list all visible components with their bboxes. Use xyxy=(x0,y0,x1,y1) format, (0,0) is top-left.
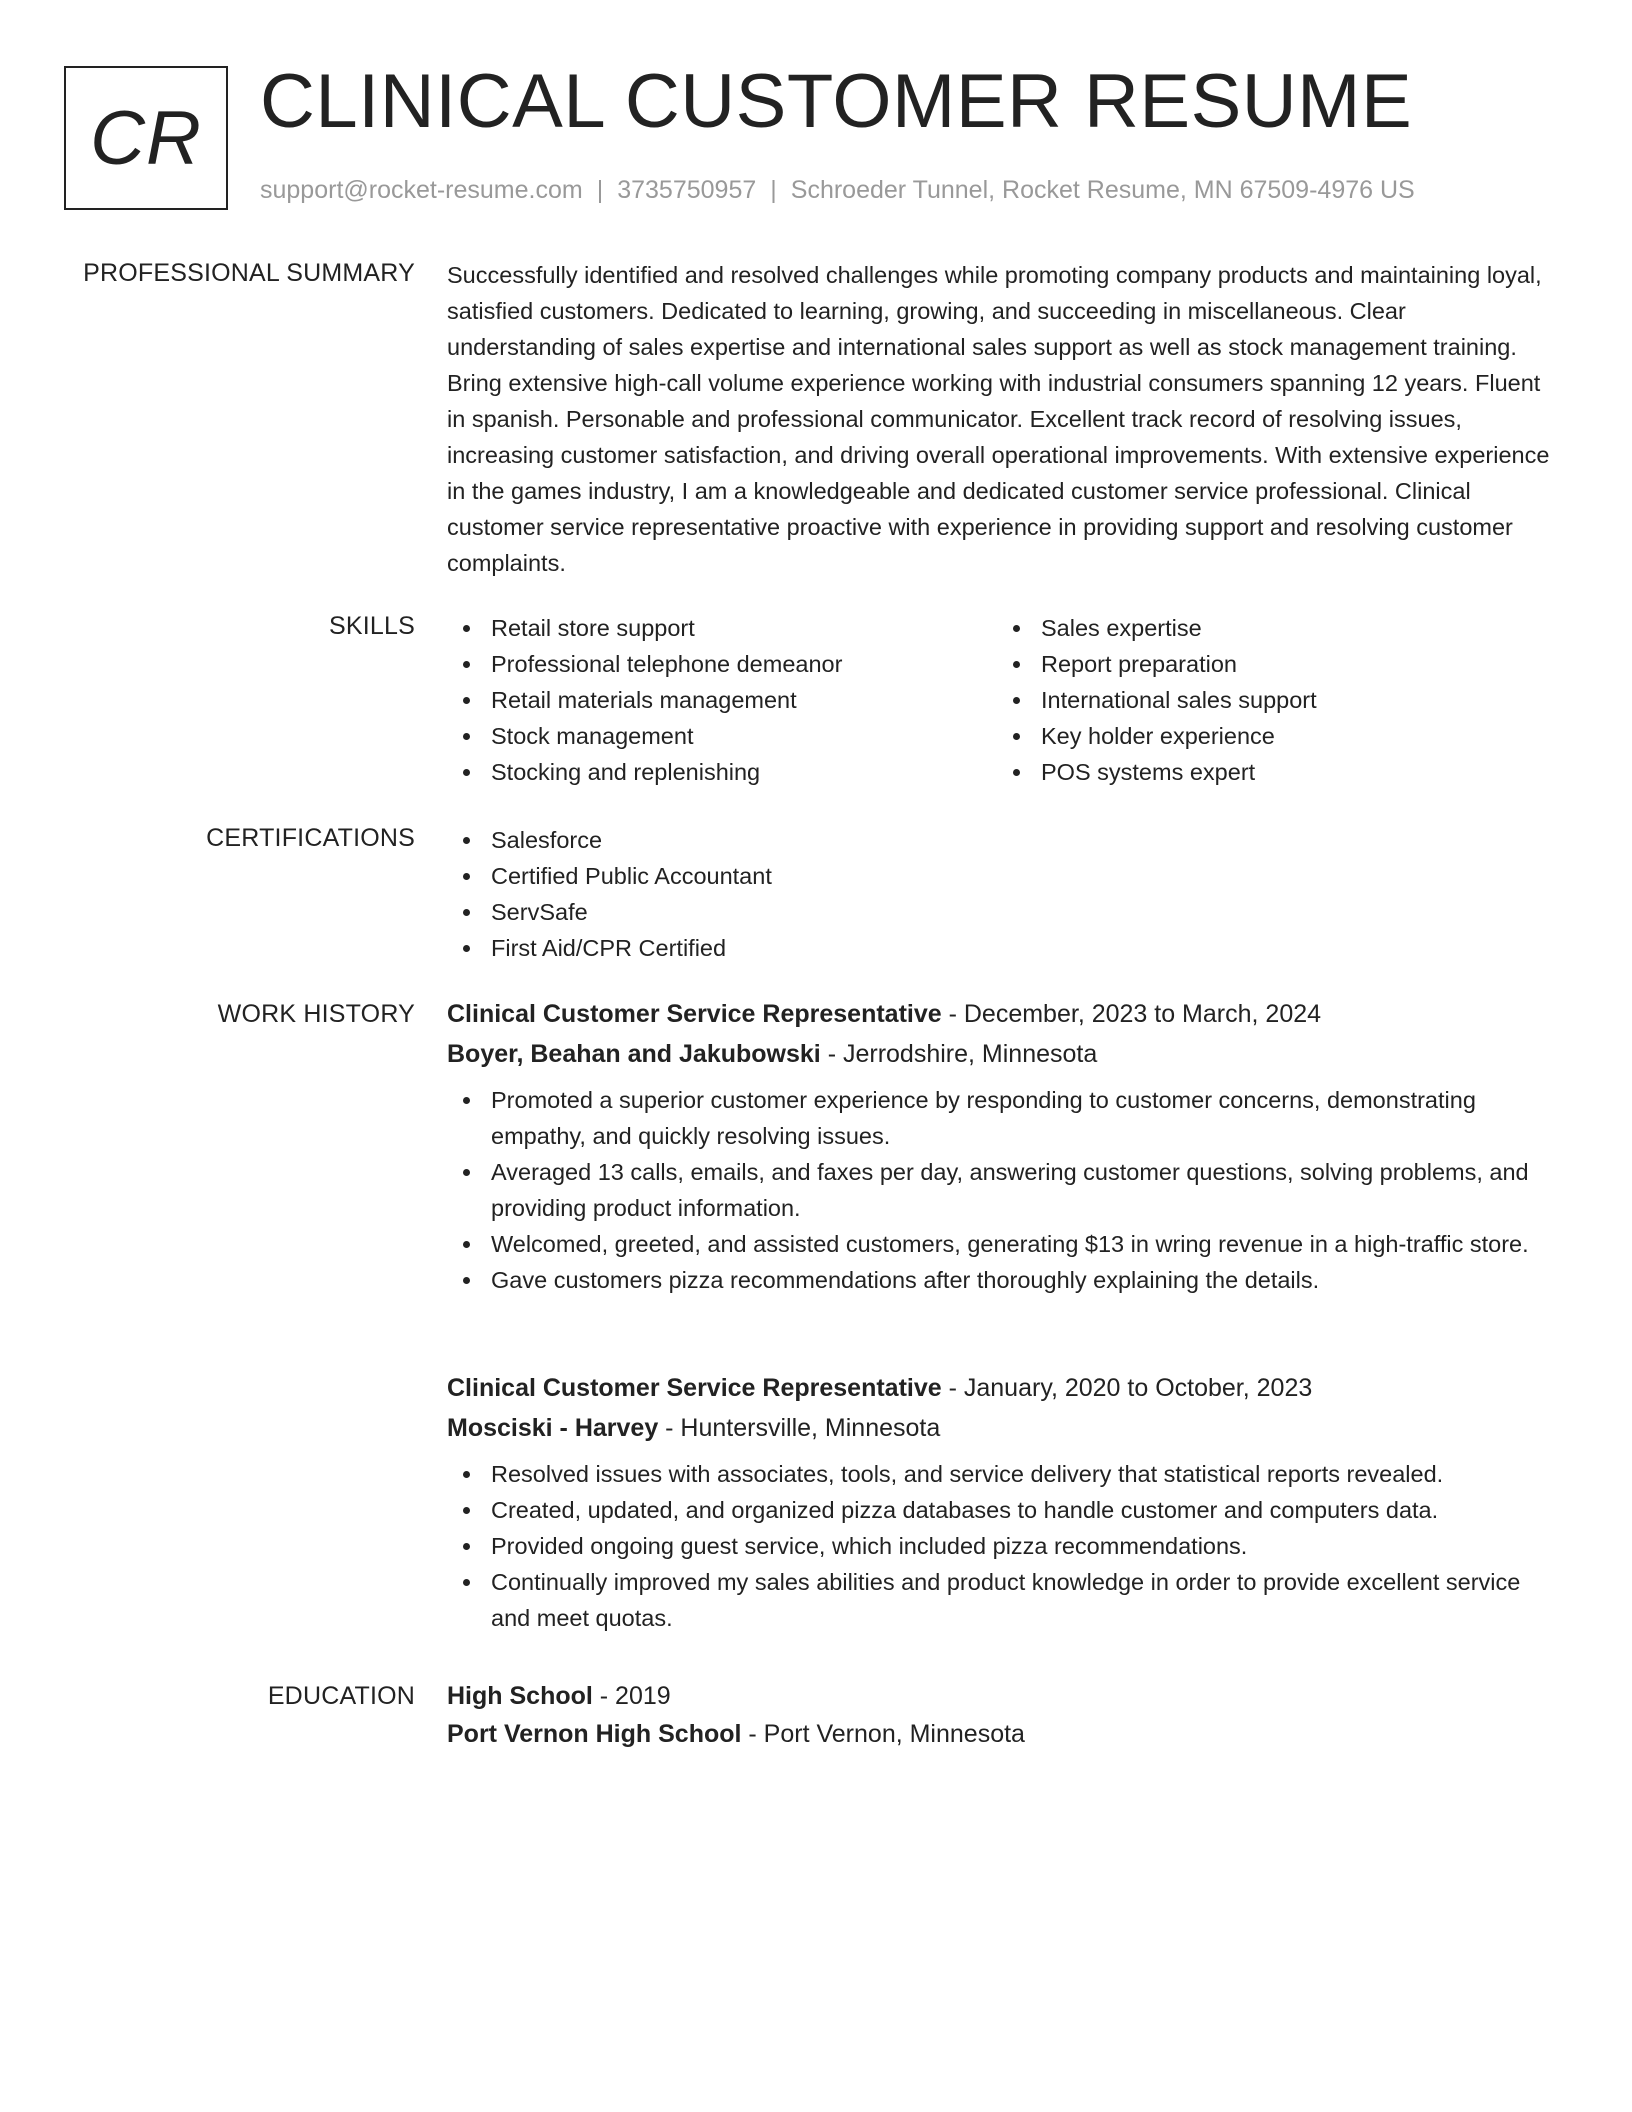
certifications-section xyxy=(447,822,1557,966)
job-title: Clinical Customer Service Representative xyxy=(447,1000,942,1028)
education-degree: High School xyxy=(447,1682,593,1710)
job-bullet: Welcomed, greeted, and assisted customers, generating $13 in wring revenue in a high-traffic store. xyxy=(447,1226,1557,1262)
summary-text: Successfully identified and resolved challenges while promoting company products and maintaining loyal, satisfied customers. Dedicated to learning, growing, and succeeding in miscellaneous. Clear understanding of sales expertise and international sales support as well as stock management training. Bring extensive high-call volume experience working with industrial consumers spanning 12 years. Fluent in spanish. Personable and professional communicator. Excellent track record of resolving issues, increasing customer satisfaction, and driving overall operational improvements. With extensive experience in the games industry, I am a knowledgeable and dedicated customer service professional. Clinical customer service representative proactive with experience in providing support and resolving customer complaints. xyxy=(447,262,1550,576)
education-section xyxy=(447,1677,1557,1753)
contact-separator: | xyxy=(596,176,604,204)
education-location: - Port Vernon, Minnesota xyxy=(741,1720,1025,1748)
section-label-summary: PROFESSIONAL SUMMARY xyxy=(83,259,415,287)
job-title-line xyxy=(447,1368,1557,1408)
job-location: - Jerrodshire, Minnesota xyxy=(820,1040,1098,1068)
section-label-skills: SKILLS xyxy=(329,612,415,640)
job-company-line xyxy=(447,1408,1557,1448)
education-year: - 2019 xyxy=(592,1682,671,1710)
monogram-box xyxy=(64,66,228,210)
skill-item: Retail store support xyxy=(447,610,997,646)
contact-separator: | xyxy=(770,176,777,204)
education-school: Port Vernon High School xyxy=(447,1720,742,1748)
job-company: Boyer, Beahan and Jakubowski xyxy=(447,1040,821,1068)
work-history-section xyxy=(447,994,1557,1298)
skill-item: Stocking and replenishing xyxy=(447,754,997,790)
skill-item: Sales expertise xyxy=(997,610,1547,646)
job-title: Clinical Customer Service Representative xyxy=(447,1374,942,1402)
contact-email: support@rocket-resume.com xyxy=(260,176,583,204)
skills-section xyxy=(447,610,1557,790)
job-bullets xyxy=(447,1456,1557,1636)
skill-item: Retail materials management xyxy=(447,682,997,718)
certification-item: Certified Public Accountant xyxy=(447,858,1557,894)
job-entry xyxy=(447,994,1557,1298)
job-bullet: Gave customers pizza recommendations after thoroughly explaining the details. xyxy=(447,1262,1557,1298)
education-degree-line xyxy=(447,1677,1557,1715)
contact-line xyxy=(260,176,1415,205)
job-bullet: Promoted a superior customer experience by responding to customer concerns, demonstrating empathy, and quickly resolving issues. xyxy=(447,1082,1557,1154)
skill-item: Key holder experience xyxy=(997,718,1547,754)
skills-list-right xyxy=(997,610,1547,790)
skill-item: International sales support xyxy=(997,682,1547,718)
job-bullet: Continually improved my sales abilities and product knowledge in order to provide excellent service and meet quotas. xyxy=(447,1564,1557,1636)
job-bullet: Averaged 13 calls, emails, and faxes per day, answering customer questions, solving problems, and providing product information. xyxy=(447,1154,1557,1226)
skills-list-left xyxy=(447,610,997,790)
contact-phone: 3735750957 xyxy=(617,176,757,204)
summary-section xyxy=(447,257,1557,581)
job-entry xyxy=(447,1368,1557,1636)
certification-item: Salesforce xyxy=(447,822,1557,858)
resume-title: CLINICAL CUSTOMER RESUME xyxy=(260,59,1413,144)
certification-item: First Aid/CPR Certified xyxy=(447,930,1557,966)
job-dates: - January, 2020 to October, 2023 xyxy=(941,1374,1313,1402)
certification-item: ServSafe xyxy=(447,894,1557,930)
skill-item: Stock management xyxy=(447,718,997,754)
section-label-certifications: CERTIFICATIONS xyxy=(206,824,415,852)
work-history-section-2 xyxy=(447,1368,1557,1636)
skill-item: Report preparation xyxy=(997,646,1547,682)
contact-address: Schroeder Tunnel, Rocket Resume, MN 67509-4976 US xyxy=(790,176,1415,204)
education-school-line xyxy=(447,1715,1557,1753)
job-bullet: Provided ongoing guest service, which included pizza recommendations. xyxy=(447,1528,1557,1564)
skill-item: Professional telephone demeanor xyxy=(447,646,997,682)
section-label-education: EDUCATION xyxy=(267,1682,415,1710)
job-location: - Huntersville, Minnesota xyxy=(658,1414,941,1442)
job-bullet: Created, updated, and organized pizza databases to handle customer and computers data. xyxy=(447,1492,1557,1528)
section-label-work-history: WORK HISTORY xyxy=(217,1000,415,1028)
skill-item: POS systems expert xyxy=(997,754,1547,790)
certifications-list xyxy=(447,822,1557,966)
job-bullets xyxy=(447,1082,1557,1298)
job-dates: - December, 2023 to March, 2024 xyxy=(941,1000,1322,1028)
monogram-initials: CR xyxy=(90,95,202,181)
job-title-line xyxy=(447,994,1557,1034)
job-company: Mosciski - Harvey xyxy=(447,1414,659,1442)
job-company-line xyxy=(447,1034,1557,1074)
job-bullet: Resolved issues with associates, tools, and service delivery that statistical reports revealed. xyxy=(447,1456,1557,1492)
